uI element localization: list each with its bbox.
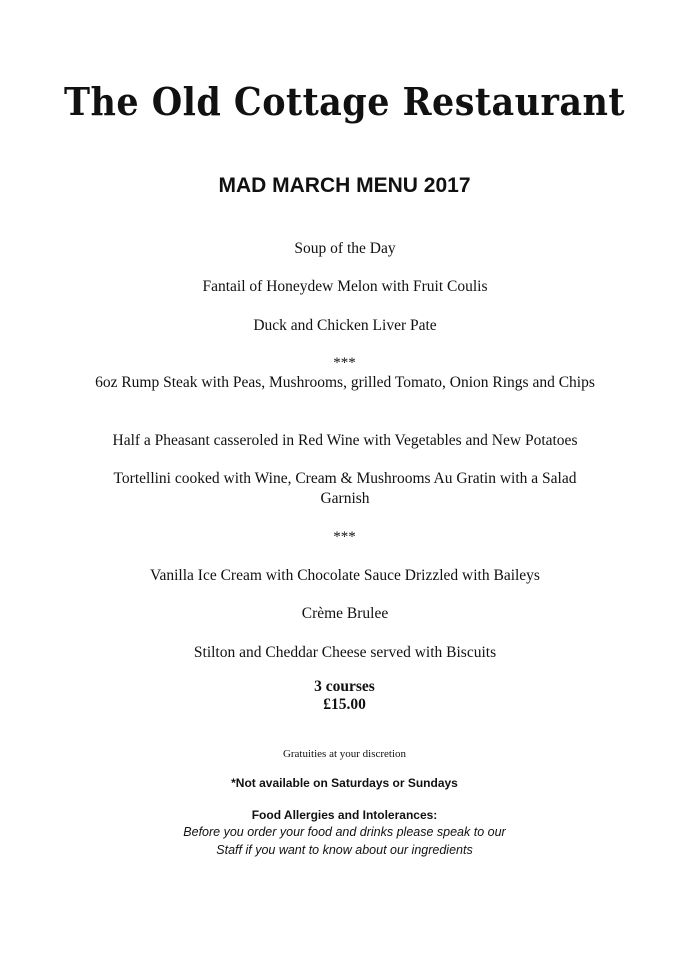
allergy-text-line: Staff if you want to know about our ingredients bbox=[216, 843, 473, 857]
starter-item: Duck and Chicken Liver Pate bbox=[253, 317, 437, 334]
gratuities-note: Gratuities at your discretion bbox=[282, 748, 407, 760]
price-amount: £15.00 bbox=[323, 696, 366, 713]
course-separator: *** bbox=[333, 529, 356, 545]
starter-item: Soup of the Day bbox=[294, 240, 396, 257]
courses-label: 3 courses bbox=[314, 678, 375, 695]
main-item: 6oz Rump Steak with Peas, Mushrooms, grilled Tomato, Onion Rings and Chips bbox=[95, 374, 595, 391]
restaurant-name: The Old Cottage Restaurant bbox=[64, 79, 625, 124]
course-separator: *** bbox=[333, 355, 356, 371]
dessert-item: Stilton and Cheddar Cheese served with Biscuits bbox=[193, 644, 497, 661]
main-item: Half a Pheasant casseroled in Red Wine with Vegetables and New Potatoes bbox=[112, 432, 578, 449]
menu-title: MAD MARCH MENU 2017 bbox=[218, 174, 471, 197]
dessert-item: Crème Brulee bbox=[301, 605, 389, 622]
main-item: Tortellini cooked with Wine, Cream & Mushrooms Au Gratin with a Salad Garnish bbox=[113, 470, 577, 507]
allergy-text-line: Before you order your food and drinks please speak to our bbox=[183, 825, 506, 839]
dessert-item: Vanilla Ice Cream with Chocolate Sauce Drizzled with Baileys bbox=[150, 567, 540, 584]
availability-note: *Not available on Saturdays or Sundays bbox=[231, 776, 458, 790]
starter-item: Fantail of Honeydew Melon with Fruit Coulis bbox=[202, 278, 488, 295]
allergy-heading: Food Allergies and Intolerances: bbox=[251, 808, 438, 822]
